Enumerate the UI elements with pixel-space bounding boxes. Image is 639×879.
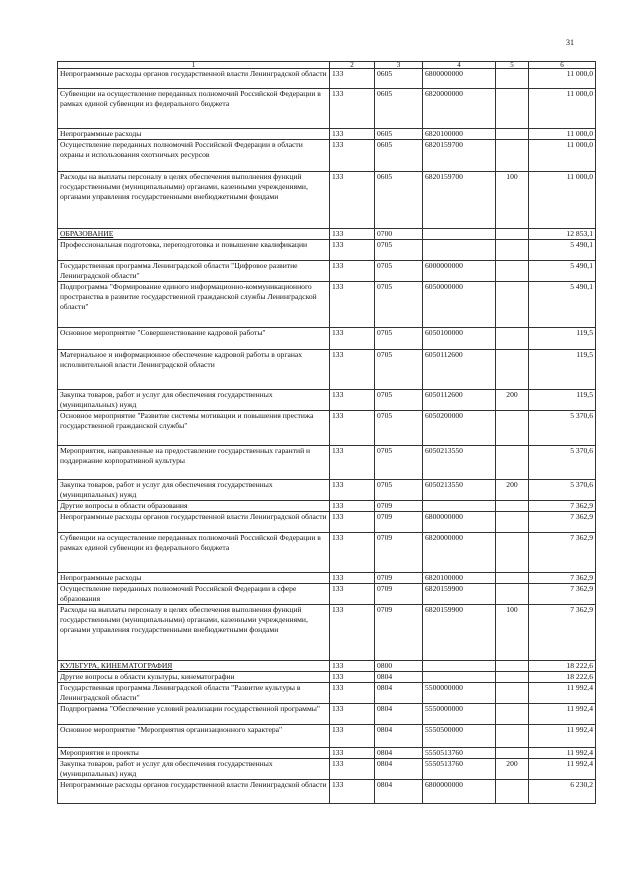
section-code-cell: 0705 (375, 350, 423, 390)
section-code-cell: 0709 (375, 605, 423, 661)
amount-cell: 5 490,1 (529, 261, 596, 282)
amount-cell: 11 000,0 (529, 89, 596, 129)
target-article-cell (423, 501, 496, 512)
expense-type-cell: 100 (496, 605, 529, 661)
expense-type-cell (496, 129, 529, 140)
column-number: 6 (529, 62, 596, 69)
ministry-code-cell: 133 (330, 390, 375, 411)
table-row (58, 129, 596, 140)
ministry-code-cell: 133 (330, 282, 375, 328)
amount-cell: 119,5 (529, 350, 596, 390)
expense-name-cell: Субвенции на осуществление переданных полномочий Российской Федерации в рамках единой субвенции из федерального бюджета (58, 533, 330, 573)
table-row (58, 140, 596, 172)
target-article-cell: 6050000000 (423, 282, 496, 328)
target-article-cell: 6050112600 (423, 350, 496, 390)
column-number: 5 (496, 62, 529, 69)
section-code-cell: 0705 (375, 480, 423, 501)
expense-type-cell (496, 501, 529, 512)
target-article-cell: 6820159700 (423, 172, 496, 229)
ministry-code-cell: 133 (330, 69, 375, 89)
section-code-cell: 0804 (375, 725, 423, 748)
expense-type-cell: 100 (496, 172, 529, 229)
expense-name-cell: Мероприятия, направленные на предоставление государственных гарантий и поддержание корпоративной культуры (58, 446, 330, 480)
amount-cell: 5 370,6 (529, 480, 596, 501)
ministry-code-cell: 133 (330, 328, 375, 350)
ministry-code-cell: 133 (330, 605, 375, 661)
ministry-code-cell: 133 (330, 512, 375, 533)
expense-type-cell (496, 282, 529, 328)
expense-name-cell: Непрограммные расходы органов государственной власти Ленинградской области (58, 69, 330, 89)
ministry-code-cell: 133 (330, 446, 375, 480)
amount-cell: 6 230,2 (529, 780, 596, 804)
amount-cell: 7 362,9 (529, 605, 596, 661)
column-number: 3 (375, 62, 423, 69)
ministry-code-cell: 133 (330, 533, 375, 573)
table-row (58, 533, 596, 573)
amount-cell: 18 222,6 (529, 672, 596, 683)
amount-cell: 11 992,4 (529, 759, 596, 780)
ministry-code-cell: 133 (330, 261, 375, 282)
ministry-code-cell: 133 (330, 350, 375, 390)
expense-type-cell (496, 672, 529, 683)
amount-cell: 5 490,1 (529, 240, 596, 261)
ministry-code-cell: 133 (330, 661, 375, 672)
expense-name-cell: Другие вопросы в области культуры, кинематографии (58, 672, 330, 683)
column-number: 4 (423, 62, 496, 69)
table-row (58, 704, 596, 725)
section-code-cell: 0605 (375, 172, 423, 229)
expense-type-cell: 200 (496, 759, 529, 780)
target-article-cell (423, 661, 496, 672)
ministry-code-cell: 133 (330, 140, 375, 172)
section-code-cell: 0804 (375, 683, 423, 704)
expense-type-cell (496, 748, 529, 759)
target-article-cell: 6000000000 (423, 261, 496, 282)
section-code-cell: 0705 (375, 282, 423, 328)
section-code-cell: 0804 (375, 759, 423, 780)
expense-name-cell: Материальное и информационное обеспечение кадровой работы в органах исполнительной власти Ленинградской области (58, 350, 330, 390)
expense-type-cell (496, 229, 529, 240)
ministry-code-cell: 133 (330, 480, 375, 501)
section-code-cell: 0700 (375, 229, 423, 240)
table-row (58, 672, 596, 683)
table-row (58, 261, 596, 282)
ministry-code-cell: 133 (330, 748, 375, 759)
target-article-cell: 5550500000 (423, 725, 496, 748)
ministry-code-cell: 133 (330, 759, 375, 780)
expense-name-cell: ОБРАЗОВАНИЕ (58, 229, 330, 240)
target-article-cell: 6820159700 (423, 140, 496, 172)
expense-name-cell: Другие вопросы в области образования (58, 501, 330, 512)
expense-name-cell: Государственная программа Ленинградской области "Цифровое развитие Ленинградской области" (58, 261, 330, 282)
amount-cell: 7 362,9 (529, 573, 596, 584)
section-code-cell: 0605 (375, 89, 423, 129)
column-number: 2 (330, 62, 375, 69)
expense-type-cell (496, 704, 529, 725)
target-article-cell: 6820159900 (423, 584, 496, 605)
amount-cell: 11 000,0 (529, 172, 596, 229)
ministry-code-cell: 133 (330, 89, 375, 129)
table-row (58, 282, 596, 328)
expense-type-cell (496, 573, 529, 584)
amount-cell: 7 362,9 (529, 501, 596, 512)
section-code-cell: 0705 (375, 328, 423, 350)
section-code-cell: 0705 (375, 411, 423, 446)
page-number: 31 (566, 38, 574, 47)
table-row (58, 390, 596, 411)
table-body (58, 62, 596, 804)
target-article-cell: 5500000000 (423, 683, 496, 704)
section-code-cell: 0709 (375, 512, 423, 533)
expense-type-cell (496, 350, 529, 390)
section-code-cell: 0804 (375, 748, 423, 759)
column-number: 1 (58, 62, 330, 69)
target-article-cell: 5550000000 (423, 704, 496, 725)
expense-name-cell: Основное мероприятие "Мероприятия организационного характера" (58, 725, 330, 748)
ministry-code-cell: 133 (330, 240, 375, 261)
amount-cell: 11 992,4 (529, 748, 596, 759)
amount-cell: 11 000,0 (529, 140, 596, 172)
target-article-cell: 6820000000 (423, 89, 496, 129)
amount-cell: 119,5 (529, 328, 596, 350)
section-code-cell: 0709 (375, 584, 423, 605)
ministry-code-cell: 133 (330, 501, 375, 512)
section-code-cell: 0605 (375, 129, 423, 140)
section-row (58, 229, 596, 240)
target-article-cell: 6050112600 (423, 390, 496, 411)
table-row (58, 759, 596, 780)
section-code-cell: 0800 (375, 661, 423, 672)
expense-type-cell (496, 411, 529, 446)
expense-name-cell: Закупка товаров, работ и услуг для обеспечения государственных (муниципальных) нужд (58, 390, 330, 411)
table-row (58, 240, 596, 261)
expense-name-cell: Подпрограмма "Обеспечение условий реализации государственной программы" (58, 704, 330, 725)
section-code-cell: 0605 (375, 140, 423, 172)
amount-cell: 7 362,9 (529, 512, 596, 533)
target-article-cell: 6050200000 (423, 411, 496, 446)
amount-cell: 7 362,9 (529, 533, 596, 573)
table-row (58, 683, 596, 704)
target-article-cell: 6050213550 (423, 446, 496, 480)
ministry-code-cell: 133 (330, 411, 375, 446)
section-code-cell: 0804 (375, 704, 423, 725)
expense-name-cell: Подпрограмма "Формирование единого информационно-коммуникационного пространства в развитие государственной гражданской службы Ленинградской области" (58, 282, 330, 328)
ministry-code-cell: 133 (330, 683, 375, 704)
expense-type-cell (496, 584, 529, 605)
table-row (58, 172, 596, 229)
expense-name-cell: КУЛЬТУРА, КИНЕМАТОГРАФИЯ (58, 661, 330, 672)
section-code-cell: 0804 (375, 672, 423, 683)
amount-cell: 7 362,9 (529, 584, 596, 605)
expense-name-cell: Государственная программа Ленинградской области "Развитие культуры в Ленинградской области" (58, 683, 330, 704)
expense-type-cell: 200 (496, 480, 529, 501)
table-row (58, 780, 596, 804)
target-article-cell: 6050100000 (423, 328, 496, 350)
budget-table (57, 61, 596, 804)
expense-name-cell: Основное мероприятие "Развитие системы мотивации и повышения престижа государственной гражданской службы" (58, 411, 330, 446)
expense-name-cell: Непрограммные расходы органов государственной власти Ленинградской области (58, 780, 330, 804)
expense-type-cell (496, 89, 529, 129)
amount-cell: 11 992,4 (529, 725, 596, 748)
table-row (58, 411, 596, 446)
table-row (58, 501, 596, 512)
target-article-cell: 6050213550 (423, 480, 496, 501)
expense-type-cell (496, 683, 529, 704)
section-code-cell: 0705 (375, 240, 423, 261)
ministry-code-cell: 133 (330, 129, 375, 140)
table-row (58, 512, 596, 533)
amount-cell: 11 992,4 (529, 683, 596, 704)
table-row (58, 573, 596, 584)
expense-type-cell (496, 69, 529, 89)
section-code-cell: 0709 (375, 533, 423, 573)
section-code-cell: 0705 (375, 261, 423, 282)
table-row (58, 748, 596, 759)
section-code-cell: 0804 (375, 780, 423, 804)
target-article-cell (423, 229, 496, 240)
target-article-cell: 5550513760 (423, 759, 496, 780)
ministry-code-cell: 133 (330, 704, 375, 725)
table-row (58, 584, 596, 605)
table-row (58, 480, 596, 501)
ministry-code-cell: 133 (330, 672, 375, 683)
expense-name-cell: Непрограммные расходы (58, 129, 330, 140)
table-row (58, 350, 596, 390)
target-article-cell: 6800000000 (423, 512, 496, 533)
ministry-code-cell: 133 (330, 573, 375, 584)
target-article-cell: 6800000000 (423, 780, 496, 804)
expense-name-cell: Мероприятия и проекты (58, 748, 330, 759)
expense-type-cell (496, 140, 529, 172)
expense-name-cell: Осуществление переданных полномочий Российской Федерации в области охраны и использования охотничьих ресурсов (58, 140, 330, 172)
amount-cell: 5 370,6 (529, 411, 596, 446)
expense-name-cell: Субвенции на осуществление переданных полномочий Российской Федерации в рамках единой субвенции из федерального бюджета (58, 89, 330, 129)
ministry-code-cell: 133 (330, 780, 375, 804)
expense-name-cell: Непрограммные расходы органов государственной власти Ленинградской области (58, 512, 330, 533)
target-article-cell: 6800000000 (423, 69, 496, 89)
expense-type-cell (496, 261, 529, 282)
target-article-cell: 5550513760 (423, 748, 496, 759)
expense-type-cell (496, 780, 529, 804)
section-code-cell: 0705 (375, 446, 423, 480)
expense-name-cell: Закупка товаров, работ и услуг для обеспечения государственных (муниципальных) нужд (58, 480, 330, 501)
amount-cell: 11 000,0 (529, 69, 596, 89)
target-article-cell: 6820100000 (423, 129, 496, 140)
amount-cell: 5 370,6 (529, 446, 596, 480)
target-article-cell: 6820159900 (423, 605, 496, 661)
expense-type-cell (496, 328, 529, 350)
expense-name-cell: Расходы на выплаты персоналу в целях обеспечения выполнения функций государственными (муниципальными) органами, казенными учреждениями, органами управления государственными внебюджетными фондами (58, 605, 330, 661)
expense-name-cell: Расходы на выплаты персоналу в целях обеспечения выполнения функций государственными (муниципальными) органами, казенными учреждениями, органами управления государственными внебюджетными фондами (58, 172, 330, 229)
expense-type-cell (496, 240, 529, 261)
table-row (58, 328, 596, 350)
expense-name-cell: Профессиональная подготовка, переподготовка и повышение квалификации (58, 240, 330, 261)
section-row (58, 661, 596, 672)
expense-name-cell: Непрограммные расходы (58, 573, 330, 584)
expense-type-cell (496, 661, 529, 672)
ministry-code-cell: 133 (330, 725, 375, 748)
target-article-cell (423, 240, 496, 261)
expense-type-cell: 200 (496, 390, 529, 411)
table-row (58, 69, 596, 89)
amount-cell: 119,5 (529, 390, 596, 411)
target-article-cell: 6820100000 (423, 573, 496, 584)
section-code-cell: 0605 (375, 69, 423, 89)
amount-cell: 11 992,4 (529, 704, 596, 725)
table-row (58, 446, 596, 480)
expense-name-cell: Закупка товаров, работ и услуг для обеспечения государственных (муниципальных) нужд (58, 759, 330, 780)
ministry-code-cell: 133 (330, 584, 375, 605)
target-article-cell (423, 672, 496, 683)
expense-type-cell (496, 533, 529, 573)
expense-name-cell: Осуществление переданных полномочий Российской Федерации в сфере образования (58, 584, 330, 605)
table-row (58, 725, 596, 748)
expense-name-cell: Основное мероприятие "Совершенствование кадровой работы" (58, 328, 330, 350)
table-row (58, 605, 596, 661)
section-code-cell: 0709 (375, 501, 423, 512)
amount-cell: 11 000,0 (529, 129, 596, 140)
target-article-cell: 6820000000 (423, 533, 496, 573)
ministry-code-cell: 133 (330, 229, 375, 240)
ministry-code-cell: 133 (330, 172, 375, 229)
amount-cell: 5 490,1 (529, 282, 596, 328)
section-code-cell: 0705 (375, 390, 423, 411)
expense-type-cell (496, 725, 529, 748)
amount-cell: 18 222,6 (529, 661, 596, 672)
expense-type-cell (496, 446, 529, 480)
amount-cell: 12 853,1 (529, 229, 596, 240)
expense-type-cell (496, 512, 529, 533)
table-row (58, 89, 596, 129)
section-code-cell: 0709 (375, 573, 423, 584)
column-number-row (58, 62, 596, 69)
